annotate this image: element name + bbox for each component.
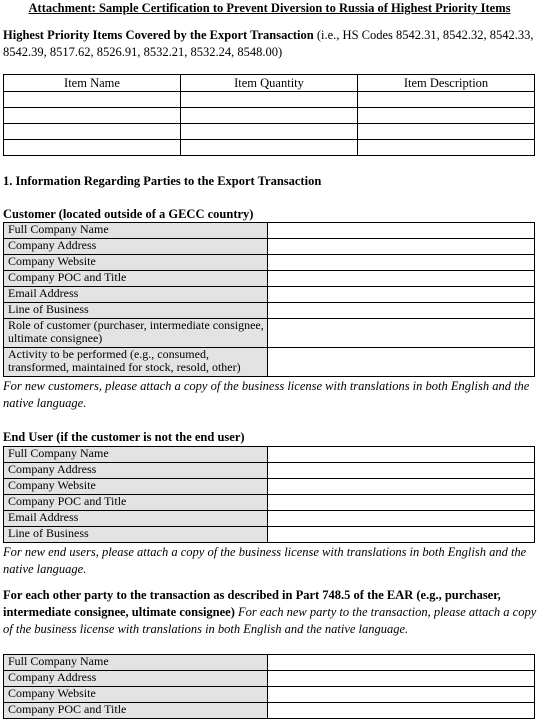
table-row (4, 671, 535, 687)
section-heading: 1. Information Regarding Parties to the Export Transaction (3, 174, 322, 188)
table-row (4, 287, 535, 303)
field-label: Company Website (4, 479, 268, 495)
customer-heading: Customer (located outside of a GECC country) (3, 207, 254, 221)
field-label: Company POC and Title (4, 271, 268, 287)
table-cell[interactable] (181, 92, 358, 108)
table-cell[interactable] (181, 124, 358, 140)
table-row (4, 495, 535, 511)
field-label: Line of Business (4, 527, 268, 543)
items-table (3, 74, 535, 156)
table-cell[interactable] (4, 140, 181, 156)
table-row (4, 463, 535, 479)
field-label: Company Website (4, 687, 268, 703)
table-row (4, 255, 535, 271)
field-value[interactable] (268, 527, 535, 543)
intro-paragraph (3, 27, 535, 61)
field-value[interactable] (268, 703, 535, 719)
table-row (4, 319, 535, 348)
field-label: Line of Business (4, 303, 268, 319)
table-row (4, 527, 535, 543)
field-value[interactable] (268, 447, 535, 463)
table-cell[interactable] (358, 124, 535, 140)
field-label: Company Website (4, 255, 268, 271)
table-row (4, 348, 535, 377)
field-label: Company POC and Title (4, 495, 268, 511)
field-value[interactable] (268, 479, 535, 495)
table-cell[interactable] (181, 140, 358, 156)
table-cell[interactable] (4, 92, 181, 108)
table-row (4, 447, 535, 463)
table-row (4, 479, 535, 495)
items-header-row (4, 75, 535, 92)
table-row (4, 223, 535, 239)
item-description-header: Item Description (358, 75, 535, 92)
customer-note: For new customers, please attach a copy of the business license with translations in both English and the native language. (3, 379, 530, 410)
field-value[interactable] (268, 255, 535, 271)
field-value[interactable] (268, 671, 535, 687)
field-label: Email Address (4, 511, 268, 527)
table-cell[interactable] (358, 140, 535, 156)
table-cell[interactable] (358, 108, 535, 124)
field-value[interactable] (268, 348, 535, 377)
table-cell[interactable] (4, 108, 181, 124)
field-value[interactable] (268, 271, 535, 287)
other-party-italic: For each new party to the transaction, please attach a copy of the business license with translations in both English and the native language. (3, 605, 537, 636)
table-cell[interactable] (4, 124, 181, 140)
table-row (4, 92, 535, 108)
table-row (4, 687, 535, 703)
field-value[interactable] (268, 223, 535, 239)
field-label: Email Address (4, 287, 268, 303)
intro-bold: Highest Priority Items Covered by the Export Transaction (3, 28, 314, 42)
other-party-bold: For each other party to the transaction as described in Part 748.5 of the EAR (e.g., purchaser, intermediate consignee, ultimate consignee) (3, 588, 501, 619)
field-label: Full Company Name (4, 655, 268, 671)
field-label: Full Company Name (4, 223, 268, 239)
table-cell[interactable] (358, 92, 535, 108)
field-label: Company Address (4, 463, 268, 479)
table-cell[interactable] (181, 108, 358, 124)
end-user-heading: End User (if the customer is not the end user) (3, 430, 245, 444)
page-title: Attachment: Sample Certification to Prevent Diversion to Russia of Highest Priority Items (28, 1, 511, 15)
field-label: Company POC and Title (4, 703, 268, 719)
field-label: Full Company Name (4, 447, 268, 463)
table-row (4, 655, 535, 671)
field-value[interactable] (268, 303, 535, 319)
end-user-table (3, 446, 535, 543)
table-row (4, 303, 535, 319)
customer-table (3, 222, 535, 377)
table-row (4, 239, 535, 255)
item-name-header: Item Name (4, 75, 181, 92)
other-party-paragraph (3, 587, 537, 638)
field-value[interactable] (268, 463, 535, 479)
field-label: Activity to be performed (e.g., consumed, transformed, maintained for stock, resold, other) (4, 348, 268, 377)
intro-text: (i.e., HS Codes 8542.31, 8542.32, 8542.33, 8542.39, 8517.62, 8526.91, 8532.21, 8532.24, 8548.00) (3, 28, 534, 59)
field-value[interactable] (268, 511, 535, 527)
table-row (4, 108, 535, 124)
field-value[interactable] (268, 687, 535, 703)
other-party-table (3, 654, 535, 719)
item-quantity-header: Item Quantity (181, 75, 358, 92)
table-row (4, 511, 535, 527)
table-row (4, 140, 535, 156)
field-value[interactable] (268, 655, 535, 671)
table-row (4, 124, 535, 140)
field-value[interactable] (268, 239, 535, 255)
field-label: Company Address (4, 671, 268, 687)
field-label: Company Address (4, 239, 268, 255)
field-label: Role of customer (purchaser, intermediate consignee, ultimate consignee) (4, 319, 268, 348)
field-value[interactable] (268, 319, 535, 348)
table-row (4, 703, 535, 719)
table-row (4, 271, 535, 287)
field-value[interactable] (268, 495, 535, 511)
end-user-note: For new end users, please attach a copy of the business license with translations in both English and the native language. (3, 545, 527, 576)
field-value[interactable] (268, 287, 535, 303)
